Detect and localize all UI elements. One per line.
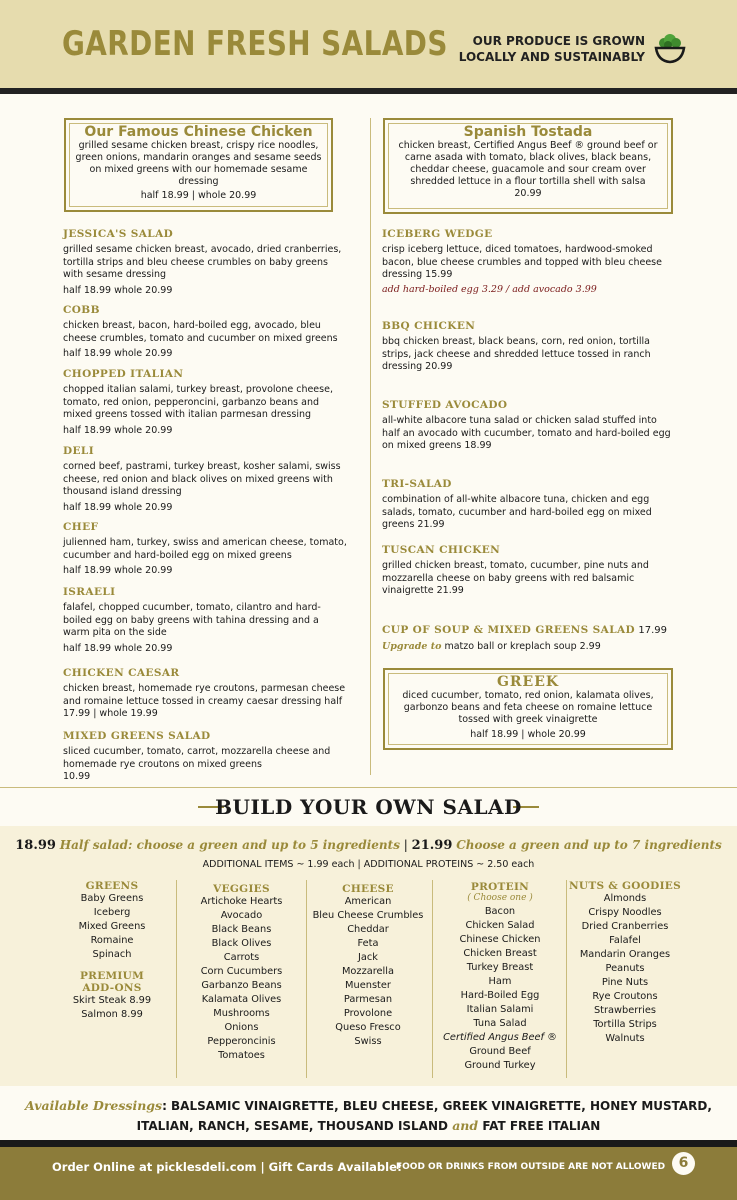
- greek-title: GREEK: [496, 674, 560, 690]
- item-desc: julienned ham, turkey, swiss and american cheese, tomato, cucumber and hard-boiled egg on mixed greens: [63, 537, 347, 561]
- list-item: Baby Greens: [80, 893, 144, 904]
- chinese-chicken-desc: grilled sesame chicken breast, crispy rice noodles, green onions, mandarin oranges and sesame seeds on mixed greens with our homemade sesame dressing: [75, 140, 322, 187]
- item-name: CHEF: [63, 521, 99, 533]
- item-name: ICEBERG WEDGE: [382, 228, 493, 240]
- list-item: Black Beans: [211, 924, 272, 935]
- menu-item: [63, 228, 348, 296]
- dressings-label: Available Dressings: [25, 1098, 163, 1113]
- list-item: Bleu Cheese Crumbles: [312, 910, 424, 921]
- upgrade-text: matzo ball or kreplach soup 2.99: [444, 641, 601, 652]
- protein-column: [436, 881, 564, 1073]
- column-divider: [370, 118, 371, 775]
- additional-pricing: ADDITIONAL ITEMS ~ 1.99 each | ADDITIONAL PROTEINS ~ 2.50 each: [202, 859, 535, 870]
- list-item: Corn Cucumbers: [200, 966, 283, 977]
- menu-item: [382, 399, 672, 453]
- available-dressings: [20, 1096, 717, 1136]
- footer-divider: [0, 1140, 737, 1147]
- list-item: Iceberg: [93, 907, 131, 918]
- list-item: Salmon 8.99: [81, 1009, 143, 1020]
- dressings-line-2a: ITALIAN, RANCH, SESAME, THOUSAND ISLAND: [136, 1119, 448, 1133]
- chinese-chicken-price: half 18.99 | whole 20.99: [140, 190, 257, 201]
- list-item: Dried Cranberries: [581, 921, 669, 932]
- outside-food-notice: FOOD OR DRINKS FROM OUTSIDE ARE NOT ALLOWED: [396, 1162, 666, 1172]
- item-desc: grilled sesame chicken breast, avocado, dried cranberries, tortilla strips and bleu cheese crumbles on baby greens with sesame dressing: [63, 244, 342, 280]
- list-item: Chicken Salad: [465, 920, 535, 931]
- item-desc: grilled chicken breast, tomato, cucumber, pine nuts and mozzarella cheese on baby greens with red balsamic vinaigrette 21.99: [382, 560, 649, 596]
- build-your-own-title: BUILD YOUR OWN SALAD: [215, 795, 522, 819]
- item-name: CHOPPED ITALIAN: [63, 368, 184, 380]
- list-item: Falafel: [609, 935, 641, 946]
- list-item: Walnuts: [605, 1033, 645, 1044]
- item-name: COBB: [63, 304, 100, 316]
- list-item: Crispy Noodles: [588, 907, 662, 918]
- item-price: half 18.99 whole 20.99: [63, 501, 173, 513]
- item-addon: add hard-boiled egg 3.29 / add avocado 3.99: [382, 283, 597, 295]
- tostada-title: Spanish Tostada: [463, 124, 593, 140]
- list-item: Turkey Breast: [466, 962, 534, 973]
- menu-item: [382, 478, 682, 532]
- soup-name: CUP OF SOUP & MIXED GREENS SALAD: [382, 624, 636, 636]
- greek-desc: diced cucumber, tomato, red onion, kalamata olives, garbonzo beans and feta cheese on romaine lettuce tossed with greek vinaigrette: [402, 690, 654, 725]
- cheese-column: [308, 883, 428, 1049]
- item-name: DELI: [63, 445, 95, 457]
- item-desc: sliced cucumber, tomato, carrot, mozzarella cheese and homemade rye croutons on mixed greens: [63, 746, 331, 770]
- dressings-and: and: [452, 1118, 479, 1133]
- soup-price: 17.99: [638, 625, 668, 636]
- list-item: Chicken Breast: [463, 948, 537, 959]
- cheese-heading: CHEESE: [342, 883, 394, 895]
- column-divider: [176, 880, 177, 1078]
- item-name: CHICKEN CAESAR: [63, 667, 180, 679]
- list-item: Ground Beef: [469, 1046, 531, 1057]
- whole-price: 21.99: [411, 838, 453, 853]
- item-price: half 18.99 whole 20.99: [63, 424, 173, 436]
- list-item: Ground Turkey: [464, 1060, 536, 1071]
- menu-item: [63, 445, 348, 513]
- list-item: Almonds: [603, 893, 647, 904]
- greek-price: half 18.99 | whole 20.99: [470, 729, 586, 740]
- item-desc: falafel, chopped cucumber, tomato, cilantro and hard-boiled egg on baby greens with tahina dressing and a warm pita on the side: [63, 602, 321, 638]
- menu-item: [382, 228, 672, 295]
- item-name: STUFFED AVOCADO: [382, 399, 508, 411]
- nuts-heading: NUTS & GOODIES: [568, 880, 681, 892]
- order-online-link[interactable]: Order Online at picklesdeli.com | Gift Cards Available!: [52, 1160, 403, 1174]
- list-item: Skirt Steak 8.99: [72, 995, 152, 1006]
- dressings-line-1: : BALSAMIC VINAIGRETTE, BLEU CHEESE, GREEK VINAIGRETTE, HONEY MUSTARD,: [162, 1099, 712, 1113]
- list-item: Garbanzo Beans: [201, 980, 282, 991]
- list-item: Ham: [488, 976, 512, 987]
- menu-item: [63, 586, 348, 654]
- list-item: Avocado: [220, 910, 263, 921]
- page-title: GARDEN FRESH SALADS: [62, 24, 448, 64]
- tostada-desc: chicken breast, Certified Angus Beef ® ground beef or carne asada with tomato, black olives, black beans, cheddar cheese, guacamole and sour cream over shredded lettuce in a flour tortilla shell with salsa: [398, 140, 658, 187]
- item-desc: chopped italian salami, turkey breast, provolone cheese, tomato, red onion, pepperoncini, garbanzo beans and mixed greens tossed with italian parmesan dressing: [63, 384, 333, 420]
- list-item: Mandarin Oranges: [579, 949, 671, 960]
- list-item: Pine Nuts: [601, 977, 649, 988]
- list-item: Peanuts: [605, 963, 645, 974]
- premium-heading-2: ADD-ONS: [82, 982, 142, 994]
- greek-salad-box: [383, 668, 673, 750]
- column-divider: [566, 880, 567, 1078]
- soup-heading-line: [382, 624, 682, 636]
- item-desc: combination of all-white albacore tuna, chicken and egg salads, tomato, cucumber and hard-boiled egg on mixed greens 21.99: [382, 494, 652, 530]
- item-desc: crisp iceberg lettuce, diced tomatoes, hardwood-smoked bacon, blue cheese crumbles and topped with bleu cheese dressing 15.99: [382, 244, 662, 280]
- list-item: Mixed Greens: [78, 921, 146, 932]
- page-number: 6: [672, 1152, 695, 1175]
- menu-item: [382, 320, 672, 374]
- list-item: Queso Fresco: [335, 1022, 401, 1033]
- list-item: Carrots: [223, 952, 260, 963]
- menu-item: [63, 667, 348, 721]
- protein-subheading: ( Choose one ): [467, 893, 533, 903]
- menu-item: [63, 368, 348, 436]
- list-item: Romaine: [90, 935, 134, 946]
- item-desc: corned beef, pastrami, turkey breast, kosher salami, swiss cheese, red onion and black olives on mixed greens with thousand island dressing: [63, 461, 341, 497]
- build-price-line: [0, 838, 737, 853]
- greens-column: [62, 880, 162, 1022]
- list-item: Spinach: [92, 949, 132, 960]
- list-item: Bacon: [484, 906, 516, 917]
- list-item: American: [344, 896, 392, 907]
- list-item: Mushrooms: [213, 1008, 270, 1019]
- item-name: MIXED GREENS SALAD: [63, 730, 211, 742]
- soup-salad-combo: [382, 624, 682, 654]
- upgrade-label: Upgrade to: [382, 641, 442, 652]
- salad-bowl-icon: [653, 31, 687, 65]
- column-divider: [306, 880, 307, 1078]
- item-price: half 18.99 whole 20.99: [63, 284, 173, 296]
- list-item: Pepperoncinis: [207, 1036, 276, 1047]
- menu-item: [63, 730, 348, 784]
- list-item: Onions: [224, 1022, 259, 1033]
- protein-heading: PROTEIN: [470, 881, 530, 893]
- list-item: Cheddar: [347, 924, 389, 935]
- produce-tagline: [459, 33, 645, 65]
- list-item: Tortilla Strips: [593, 1019, 657, 1030]
- list-item: Strawberries: [593, 1005, 657, 1016]
- list-item: Provolone: [343, 1008, 393, 1019]
- list-item: Rye Croutons: [592, 991, 658, 1002]
- item-desc: all-white albacore tuna salad or chicken salad stuffed into half an avocado with cucumber, tomato and hard-boiled egg on mixed greens 18.99: [382, 415, 671, 451]
- menu-item: [63, 521, 348, 576]
- item-desc: bbq chicken breast, black beans, corn, red onion, tortilla strips, jack cheese and shredded lettuce tossed in ranch dressing 20.99: [382, 336, 651, 372]
- nuts-column: [568, 880, 682, 1046]
- item-price: 10.99: [63, 771, 91, 782]
- chinese-chicken-box: [64, 118, 333, 212]
- tagline-line-1: OUR PRODUCE IS GROWN: [472, 34, 645, 48]
- half-desc: Half salad: choose a green and up to 5 ingredients: [59, 838, 400, 852]
- header-divider: [0, 88, 737, 94]
- list-item: Chinese Chicken: [459, 934, 541, 945]
- item-name: JESSICA'S SALAD: [63, 228, 174, 240]
- list-item: Artichoke Hearts: [200, 896, 283, 907]
- veggies-column: [184, 883, 299, 1063]
- item-desc: chicken breast, homemade rye croutons, parmesan cheese and romaine lettuce tossed in creamy caesar dressing half 17.99 | whole 19.99: [63, 683, 346, 719]
- list-item: Feta: [357, 938, 379, 949]
- item-name: TUSCAN CHICKEN: [382, 544, 501, 556]
- item-desc: chicken breast, bacon, hard-boiled egg, avocado, bleu cheese crumbles, tomato and cucumber on mixed greens: [63, 320, 338, 344]
- item-name: TRI-SALAD: [382, 478, 452, 490]
- list-item: Black Olives: [211, 938, 272, 949]
- list-item: Parmesan: [343, 994, 393, 1005]
- item-price: half 18.99 whole 20.99: [63, 565, 173, 576]
- list-item: Jack: [358, 952, 378, 963]
- list-item: Kalamata Olives: [201, 994, 282, 1005]
- list-item: Tuna Salad: [473, 1018, 527, 1029]
- page-footer: [0, 1147, 737, 1200]
- whole-desc: Choose a green and up to 7 ingredients: [456, 838, 722, 852]
- list-item: Muenster: [345, 980, 391, 991]
- item-name: ISRAELI: [63, 586, 116, 598]
- dressings-line-2b: FAT FREE ITALIAN: [482, 1119, 601, 1133]
- menu-item: [63, 304, 348, 359]
- list-item: Hard-Boiled Egg: [460, 990, 540, 1001]
- column-divider: [432, 880, 433, 1078]
- soup-upgrade-line: [382, 641, 682, 654]
- list-item: Certified Angus Beef ®: [443, 1032, 557, 1043]
- page-header: [0, 0, 737, 88]
- list-item: Mozzarella: [341, 966, 395, 977]
- item-price: half 18.99 whole 20.99: [63, 642, 173, 654]
- tagline-line-2: LOCALLY AND SUSTAINABLY: [458, 50, 645, 64]
- spanish-tostada-box: [383, 118, 673, 214]
- greens-heading: GREENS: [85, 880, 139, 892]
- veggies-heading: VEGGIES: [213, 883, 270, 895]
- chinese-chicken-title: Our Famous Chinese Chicken: [84, 124, 313, 140]
- item-name: BBQ CHICKEN: [382, 320, 476, 332]
- item-price: half 18.99 whole 20.99: [63, 348, 173, 359]
- premium-heading-1: PREMIUM: [79, 970, 145, 982]
- half-price: 18.99: [15, 838, 56, 853]
- list-item: Swiss: [354, 1036, 382, 1047]
- list-item: Tomatoes: [218, 1050, 265, 1061]
- tostada-price: 20.99: [514, 188, 542, 199]
- list-item: Italian Salami: [466, 1004, 534, 1015]
- menu-item: [382, 544, 672, 598]
- price-separator: |: [403, 838, 408, 852]
